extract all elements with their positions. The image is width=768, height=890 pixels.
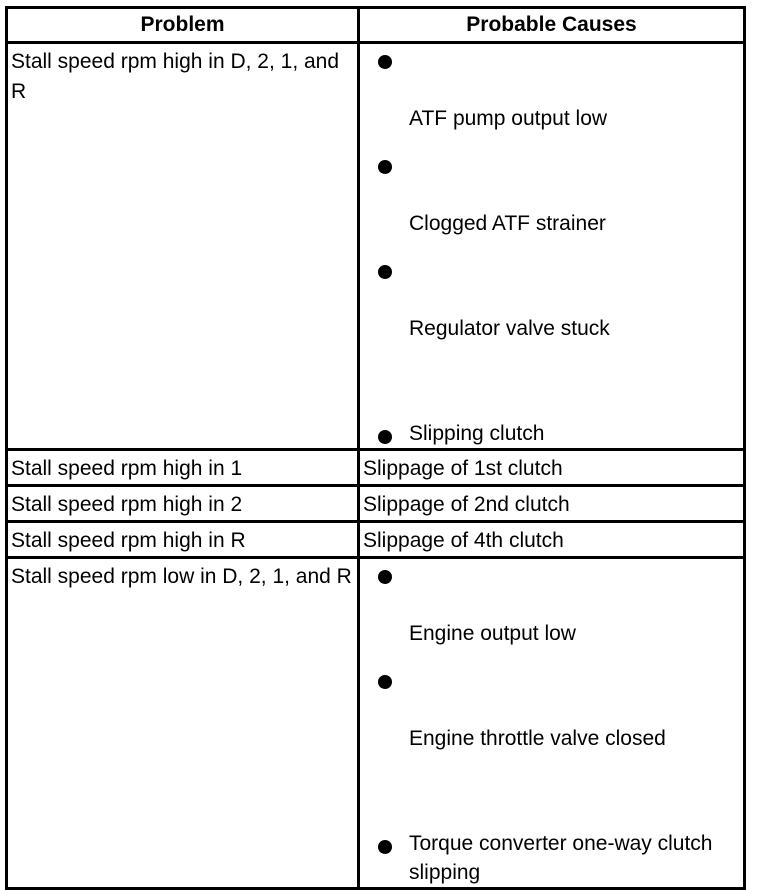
- bullet-icon: [378, 160, 392, 174]
- list-item: [360, 149, 743, 254]
- header-probable-causes: Probable Causes: [359, 8, 745, 43]
- cause-text: Clogged ATF strainer: [409, 212, 606, 235]
- problem-cell: [7, 43, 359, 450]
- cause-text: Slipping clutch: [409, 422, 545, 445]
- cause-text: Slippage of 4th clutch: [363, 529, 564, 552]
- cause-text: Engine output low: [409, 622, 576, 645]
- header-row: [7, 8, 745, 43]
- causes-cell: [359, 450, 745, 486]
- cause-text: Engine throttle valve closed: [409, 727, 666, 750]
- bullet-icon: [378, 265, 392, 279]
- bullet-icon: [378, 570, 392, 584]
- problem-text: Stall speed rpm low in D, 2, 1, and R: [11, 565, 352, 588]
- cause-list: [360, 44, 743, 448]
- cause-text: Slippage of 2nd clutch: [363, 493, 570, 516]
- table-row: [7, 43, 745, 450]
- cause-text: ATF pump output low: [409, 107, 608, 130]
- troubleshooting-table: [5, 6, 746, 890]
- list-item: [360, 664, 743, 769]
- causes-cell: [359, 486, 745, 522]
- problem-cell: [7, 450, 359, 486]
- causes-cell: [359, 43, 745, 450]
- problem-text: Stall speed rpm high in D, 2, 1, and R: [11, 50, 340, 103]
- problem-cell: [7, 486, 359, 522]
- problem-text: Stall speed rpm high in 2: [11, 493, 243, 516]
- causes-cell: [359, 522, 745, 558]
- problem-cell: [7, 522, 359, 558]
- cause-text: Torque converter one-way clutch slipping: [409, 832, 713, 884]
- bullet-icon: [378, 55, 392, 69]
- problem-text: Stall speed rpm high in R: [11, 529, 246, 552]
- cause-text: Regulator valve stuck: [409, 317, 610, 340]
- list-item: [360, 419, 743, 448]
- header-problem: Problem: [7, 8, 359, 43]
- problem-cell: [7, 558, 359, 889]
- bullet-icon: [378, 840, 392, 854]
- causes-cell: [359, 558, 745, 889]
- table-row: [7, 486, 745, 522]
- cause-list: [360, 559, 743, 887]
- problem-text: Stall speed rpm high in 1: [11, 457, 243, 480]
- list-item: [360, 829, 743, 887]
- bullet-icon: [378, 430, 392, 444]
- list-item: [360, 44, 743, 149]
- table-row: [7, 450, 745, 486]
- table-row: [7, 558, 745, 889]
- cause-text: Slippage of 1st clutch: [363, 457, 563, 480]
- list-item: [360, 559, 743, 664]
- list-item: [360, 254, 743, 359]
- bullet-icon: [378, 675, 392, 689]
- table-row: [7, 522, 745, 558]
